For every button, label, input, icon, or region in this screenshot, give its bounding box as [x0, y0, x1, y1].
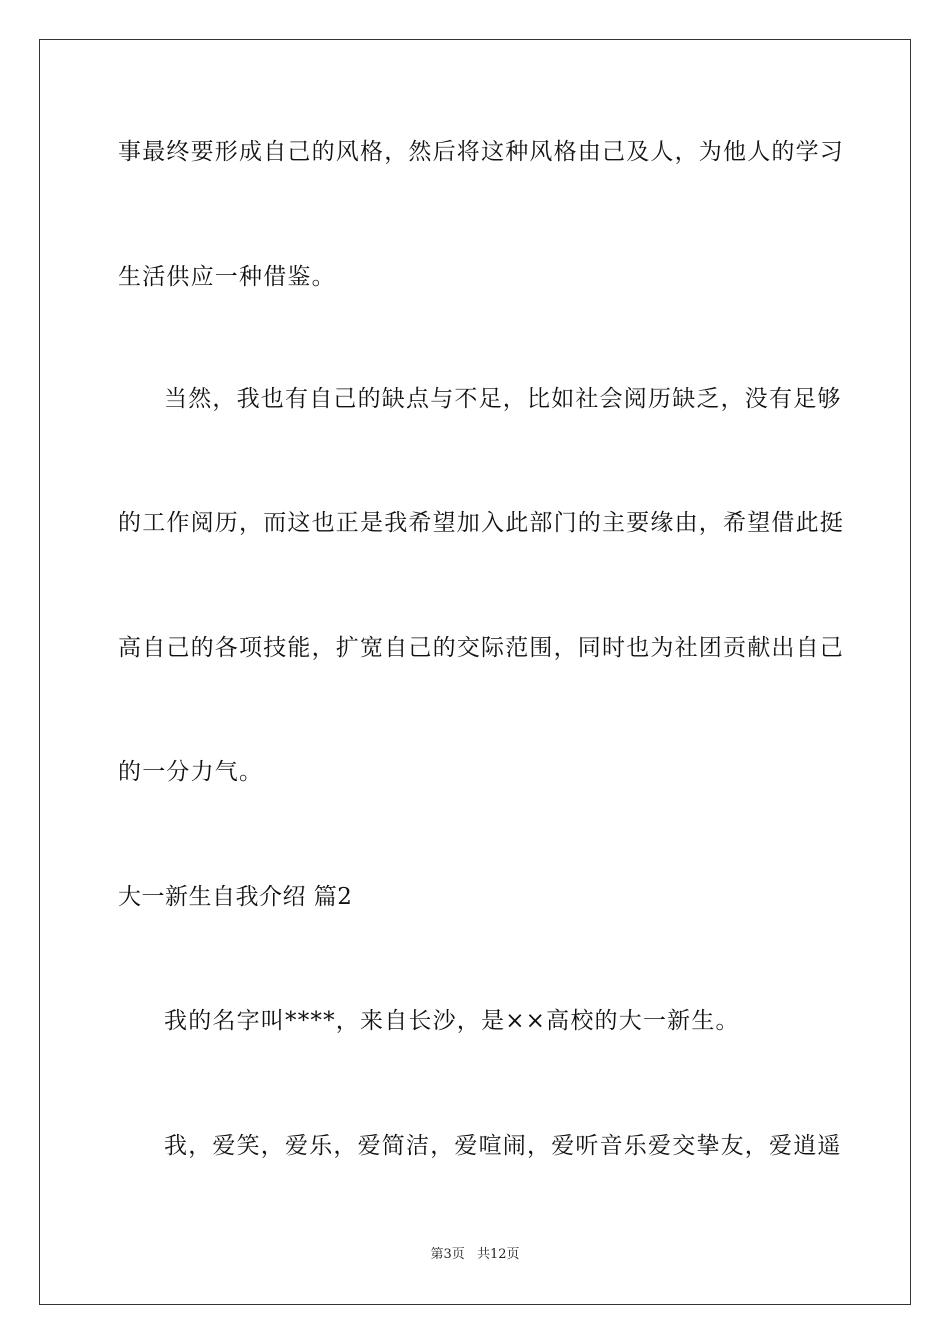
- text-line-2: 生活供应一种借鉴。: [118, 264, 336, 290]
- page-total: 共12页: [476, 1247, 520, 1262]
- page-number: 第3页: [430, 1247, 465, 1262]
- text-line-4: 的工作阅历，而这也正是我希望加入此部门的主要缘由，希望借此挺: [118, 510, 844, 536]
- paragraph-start-name: 我的名字叫****，来自长沙，是××高校的大一新生。: [164, 1008, 740, 1034]
- paragraph-start-shortcomings: 当然，我也有自己的缺点与不足，比如社会阅历缺乏，没有足够: [164, 386, 842, 412]
- page-border: [39, 39, 911, 1305]
- text-line-6: 的一分力气。: [118, 759, 264, 785]
- text-line-5: 高自己的各项技能，扩宽自己的交际范围，同时也为社团贡献出自己: [118, 635, 844, 661]
- paragraph-start-hobbies: 我，爱笑，爱乐，爱简洁，爱喧闹，爱听音乐爱交挚友，爱逍遥: [164, 1133, 842, 1159]
- page-footer: [0, 1246, 950, 1264]
- section-heading: 大一新生自我介绍 篇2: [118, 884, 353, 910]
- text-line-1: 事最终要形成自己的风格，然后将这种风格由己及人，为他人的学习: [118, 139, 844, 165]
